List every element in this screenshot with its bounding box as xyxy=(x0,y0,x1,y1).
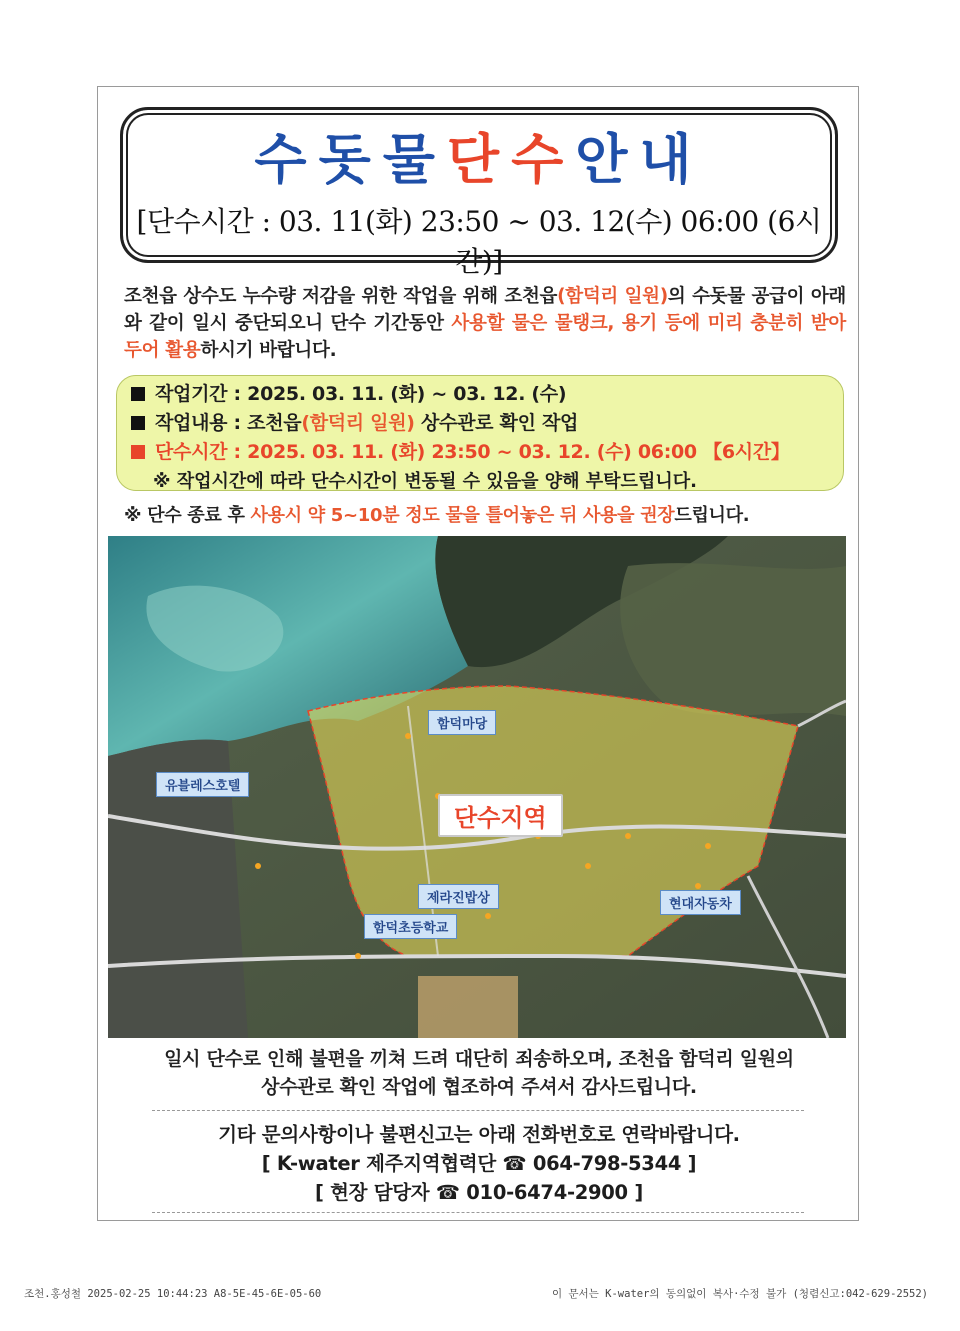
map-label-outage-area: 단수지역 xyxy=(438,794,563,837)
work-content-area-highlight: (함덕리 일원) xyxy=(301,412,415,434)
notice-sheet xyxy=(97,86,859,1221)
title-part-notice: 안내 xyxy=(575,128,704,191)
contact-line-site-manager: [ 현장 담당자 ☎ 010-6474-2900 ] xyxy=(315,1181,643,1204)
closing-line-1: 일시 단수로 인해 불편을 끼쳐 드려 대단히 죄송하오며, 조천읍 함덕리 일원의 xyxy=(164,1048,794,1070)
closing-message xyxy=(118,1045,840,1101)
square-bullet-icon xyxy=(131,387,145,401)
after-note-highlight: 사용시 약 5~10분 정도 물을 틀어놓은 뒤 사용을 권장 xyxy=(250,505,675,526)
title-part-outage: 단수 xyxy=(446,128,576,191)
intro-text-c: 의 수돗물 공급이 아래와 같이 일시 중단되오니 단수 기간동안 xyxy=(124,286,846,334)
work-info-box xyxy=(116,375,844,491)
intro-water-advice-highlight: 사용할 물은 물탱크, 용기 등에 미리 충분히 받아 두어 활용 xyxy=(124,313,846,361)
intro-text-e: 하시기 바랍니다. xyxy=(200,340,337,361)
map-label-hamdeok-madang: 함덕마당 xyxy=(428,710,496,735)
square-bullet-icon xyxy=(131,445,145,459)
after-note-a: ※ 단수 종료 후 xyxy=(124,505,251,526)
footer-copyright-notice: 이 문서는 K-water의 동의없이 복사·수정 불가 (청렴신고:042-629-2552) xyxy=(551,1288,928,1300)
map-label-restaurant: 제라진밥상 xyxy=(418,884,499,909)
schedule-change-note: ※ 작업시간에 따라 단수시간이 변동될 수 있음을 양해 부탁드립니다. xyxy=(153,471,697,492)
intro-paragraph xyxy=(124,283,846,364)
contact-info xyxy=(118,1120,840,1207)
intro-text-a: 조천읍 상수도 누수량 저감을 위한 작업을 위해 조천읍 xyxy=(124,286,558,307)
work-period-text: 작업기간 : 2025. 03. 11. (화) ~ 03. 12. (수) xyxy=(155,383,567,405)
work-content-text-a: 작업내용 : 조천읍 xyxy=(155,412,302,434)
after-note-c: 드립니다. xyxy=(674,505,750,526)
page-title xyxy=(123,128,835,192)
contact-line-kwater: [ K-water 제주지역협력단 ☎ 064-798-5344 ] xyxy=(261,1152,697,1175)
map-label-hotel: 유블레스호텔 xyxy=(156,772,249,797)
work-period-row xyxy=(131,380,843,409)
divider-top xyxy=(152,1110,804,1111)
closing-line-2: 상수관로 확인 작업에 협조하여 주셔서 감사드립니다. xyxy=(261,1076,697,1098)
divider-bottom xyxy=(152,1212,804,1213)
square-bullet-icon xyxy=(131,416,145,430)
outage-time-subtitle: [단수시간 : 03. 11(화) 23:50 ~ 03. 12(수) 06:00 (6시간)] xyxy=(136,205,822,278)
outage-area-map xyxy=(108,536,846,1038)
work-content-row xyxy=(131,409,843,438)
after-outage-note xyxy=(124,501,749,527)
intro-area-highlight: (함덕리 일원) xyxy=(557,286,668,307)
footer-print-info: 조천.홍성철 2025-02-25 10:44:23 A8-5E-45-6E-05-60 xyxy=(24,1288,322,1300)
map-label-elementary-school: 함덕초등학교 xyxy=(364,914,457,939)
contact-line-1: 기타 문의사항이나 불편신고는 아래 전화번호로 연락바랍니다. xyxy=(218,1123,740,1146)
title-part-tapwater: 수돗물 xyxy=(254,128,447,191)
map-label-hyundai: 현대자동차 xyxy=(660,890,741,915)
outage-time-row xyxy=(131,438,843,467)
work-content-text-c: 상수관로 확인 작업 xyxy=(414,412,579,434)
title-box xyxy=(120,107,838,278)
outage-time-text: 단수시간 : 2025. 03. 11. (화) 23:50 ~ 03. 12. (수) 06:00 【6시간】 xyxy=(155,441,790,463)
